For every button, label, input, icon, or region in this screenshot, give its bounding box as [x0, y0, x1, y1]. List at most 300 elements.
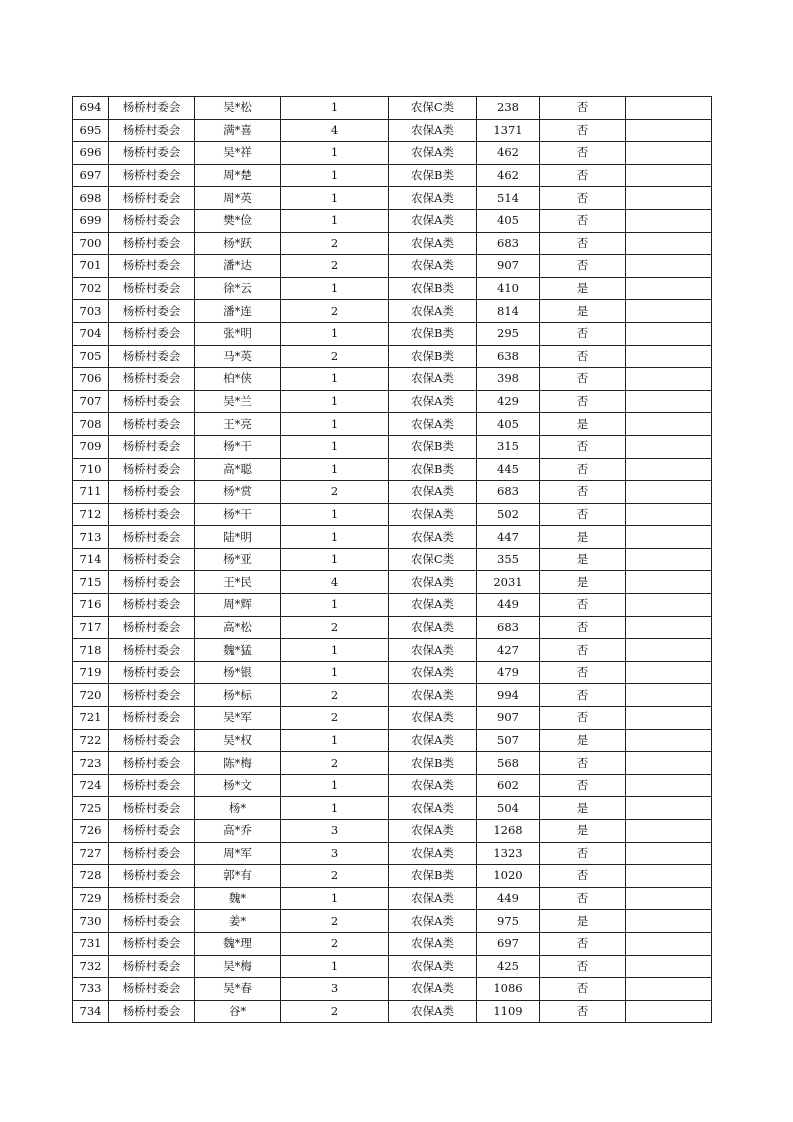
table-row — [73, 752, 712, 775]
flag-cell: 否 — [540, 435, 626, 458]
row-number-cell: 696 — [73, 142, 109, 165]
flag-cell: 否 — [540, 932, 626, 955]
insurance-type-cell: 农保C类 — [389, 548, 477, 571]
flag-cell: 否 — [540, 752, 626, 775]
flag-cell: 否 — [540, 142, 626, 165]
row-number-cell: 697 — [73, 164, 109, 187]
table-row — [73, 97, 712, 120]
household-count-cell: 1 — [281, 322, 389, 345]
note-cell — [626, 322, 712, 345]
insurance-type-cell: 农保A类 — [389, 481, 477, 504]
insurance-type-cell: 农保A类 — [389, 820, 477, 843]
village-cell: 杨桥村委会 — [109, 729, 195, 752]
amount-cell: 238 — [477, 97, 540, 120]
household-count-cell: 1 — [281, 277, 389, 300]
name-cell: 高*松 — [195, 616, 281, 639]
row-number-cell: 727 — [73, 842, 109, 865]
row-number-cell: 724 — [73, 774, 109, 797]
household-count-cell: 1 — [281, 435, 389, 458]
amount-cell: 445 — [477, 458, 540, 481]
row-number-cell: 732 — [73, 955, 109, 978]
name-cell: 满*喜 — [195, 119, 281, 142]
note-cell — [626, 164, 712, 187]
amount-cell: 907 — [477, 707, 540, 730]
village-cell: 杨桥村委会 — [109, 458, 195, 481]
note-cell — [626, 887, 712, 910]
insurance-type-cell: 农保A类 — [389, 368, 477, 391]
amount-cell: 462 — [477, 164, 540, 187]
amount-cell: 683 — [477, 232, 540, 255]
village-cell: 杨桥村委会 — [109, 1000, 195, 1023]
amount-cell: 447 — [477, 526, 540, 549]
table-row — [73, 1000, 712, 1023]
row-number-cell: 733 — [73, 978, 109, 1001]
name-cell: 杨*干 — [195, 503, 281, 526]
table-row — [73, 661, 712, 684]
note-cell — [626, 1000, 712, 1023]
row-number-cell: 730 — [73, 910, 109, 933]
household-count-cell: 4 — [281, 571, 389, 594]
insurance-type-cell: 农保B类 — [389, 164, 477, 187]
village-cell: 杨桥村委会 — [109, 707, 195, 730]
row-number-cell: 721 — [73, 707, 109, 730]
table-row — [73, 164, 712, 187]
table-row — [73, 820, 712, 843]
flag-cell: 否 — [540, 774, 626, 797]
name-cell: 徐*云 — [195, 277, 281, 300]
flag-cell: 否 — [540, 661, 626, 684]
row-number-cell: 722 — [73, 729, 109, 752]
table-row — [73, 458, 712, 481]
amount-cell: 410 — [477, 277, 540, 300]
flag-cell: 是 — [540, 277, 626, 300]
village-cell: 杨桥村委会 — [109, 639, 195, 662]
flag-cell: 否 — [540, 594, 626, 617]
village-cell: 杨桥村委会 — [109, 571, 195, 594]
village-cell: 杨桥村委会 — [109, 774, 195, 797]
flag-cell: 否 — [540, 887, 626, 910]
village-cell: 杨桥村委会 — [109, 390, 195, 413]
amount-cell: 449 — [477, 887, 540, 910]
amount-cell: 907 — [477, 255, 540, 278]
name-cell: 杨*文 — [195, 774, 281, 797]
insurance-type-cell: 农保B类 — [389, 752, 477, 775]
row-number-cell: 704 — [73, 322, 109, 345]
household-count-cell: 1 — [281, 187, 389, 210]
note-cell — [626, 413, 712, 436]
village-cell: 杨桥村委会 — [109, 187, 195, 210]
row-number-cell: 734 — [73, 1000, 109, 1023]
amount-cell: 429 — [477, 390, 540, 413]
insurance-type-cell: 农保A类 — [389, 187, 477, 210]
note-cell — [626, 842, 712, 865]
note-cell — [626, 661, 712, 684]
flag-cell: 否 — [540, 865, 626, 888]
household-count-cell: 1 — [281, 774, 389, 797]
household-count-cell: 2 — [281, 232, 389, 255]
name-cell: 潘*连 — [195, 300, 281, 323]
table-row — [73, 187, 712, 210]
name-cell: 姜* — [195, 910, 281, 933]
flag-cell: 否 — [540, 187, 626, 210]
flag-cell: 否 — [540, 616, 626, 639]
row-number-cell: 728 — [73, 865, 109, 888]
household-count-cell: 2 — [281, 255, 389, 278]
name-cell: 吴*梅 — [195, 955, 281, 978]
flag-cell: 是 — [540, 729, 626, 752]
insurance-type-cell: 农保A类 — [389, 661, 477, 684]
household-count-cell: 1 — [281, 503, 389, 526]
insurance-type-cell: 农保A类 — [389, 887, 477, 910]
name-cell: 周*辉 — [195, 594, 281, 617]
name-cell: 周*军 — [195, 842, 281, 865]
table-row — [73, 616, 712, 639]
row-number-cell: 719 — [73, 661, 109, 684]
household-count-cell: 2 — [281, 684, 389, 707]
flag-cell: 否 — [540, 255, 626, 278]
table-row — [73, 413, 712, 436]
flag-cell: 否 — [540, 481, 626, 504]
row-number-cell: 720 — [73, 684, 109, 707]
village-cell: 杨桥村委会 — [109, 368, 195, 391]
name-cell: 高*乔 — [195, 820, 281, 843]
note-cell — [626, 594, 712, 617]
village-cell: 杨桥村委会 — [109, 887, 195, 910]
village-cell: 杨桥村委会 — [109, 435, 195, 458]
row-number-cell: 712 — [73, 503, 109, 526]
note-cell — [626, 119, 712, 142]
insurance-type-cell: 农保B类 — [389, 865, 477, 888]
flag-cell: 否 — [540, 639, 626, 662]
household-count-cell: 1 — [281, 526, 389, 549]
amount-cell: 2031 — [477, 571, 540, 594]
flag-cell: 否 — [540, 684, 626, 707]
row-number-cell: 702 — [73, 277, 109, 300]
household-count-cell: 1 — [281, 142, 389, 165]
table-row — [73, 119, 712, 142]
amount-cell: 602 — [477, 774, 540, 797]
table-row — [73, 481, 712, 504]
insurance-type-cell: 农保B类 — [389, 458, 477, 481]
name-cell: 杨*银 — [195, 661, 281, 684]
row-number-cell: 700 — [73, 232, 109, 255]
amount-cell: 683 — [477, 616, 540, 639]
note-cell — [626, 910, 712, 933]
village-cell: 杨桥村委会 — [109, 616, 195, 639]
name-cell: 魏*理 — [195, 932, 281, 955]
name-cell: 王*民 — [195, 571, 281, 594]
amount-cell: 697 — [477, 932, 540, 955]
flag-cell: 否 — [540, 232, 626, 255]
flag-cell: 否 — [540, 390, 626, 413]
name-cell: 吴*春 — [195, 978, 281, 1001]
flag-cell: 是 — [540, 526, 626, 549]
insurance-type-cell: 农保A类 — [389, 684, 477, 707]
flag-cell: 否 — [540, 1000, 626, 1023]
row-number-cell: 698 — [73, 187, 109, 210]
row-number-cell: 695 — [73, 119, 109, 142]
row-number-cell: 731 — [73, 932, 109, 955]
household-count-cell: 3 — [281, 842, 389, 865]
note-cell — [626, 97, 712, 120]
name-cell: 柏*侠 — [195, 368, 281, 391]
amount-cell: 814 — [477, 300, 540, 323]
village-cell: 杨桥村委会 — [109, 300, 195, 323]
table-row — [73, 526, 712, 549]
name-cell: 郭*有 — [195, 865, 281, 888]
table-row — [73, 978, 712, 1001]
table-row — [73, 277, 712, 300]
note-cell — [626, 684, 712, 707]
household-count-cell: 2 — [281, 707, 389, 730]
amount-cell: 355 — [477, 548, 540, 571]
village-cell: 杨桥村委会 — [109, 797, 195, 820]
note-cell — [626, 729, 712, 752]
amount-cell: 295 — [477, 322, 540, 345]
table-row — [73, 142, 712, 165]
note-cell — [626, 345, 712, 368]
household-count-cell: 1 — [281, 639, 389, 662]
insurance-type-cell: 农保A类 — [389, 503, 477, 526]
flag-cell: 否 — [540, 368, 626, 391]
household-count-cell: 3 — [281, 820, 389, 843]
village-cell: 杨桥村委会 — [109, 684, 195, 707]
note-cell — [626, 187, 712, 210]
note-cell — [626, 797, 712, 820]
insurance-type-cell: 农保A类 — [389, 232, 477, 255]
name-cell: 杨* — [195, 797, 281, 820]
village-cell: 杨桥村委会 — [109, 142, 195, 165]
amount-cell: 1268 — [477, 820, 540, 843]
insurance-type-cell: 农保A类 — [389, 1000, 477, 1023]
note-cell — [626, 481, 712, 504]
insurance-type-cell: 农保A类 — [389, 300, 477, 323]
name-cell: 杨*跃 — [195, 232, 281, 255]
flag-cell: 否 — [540, 842, 626, 865]
table-row — [73, 594, 712, 617]
flag-cell: 否 — [540, 164, 626, 187]
amount-cell: 1323 — [477, 842, 540, 865]
name-cell: 吴*权 — [195, 729, 281, 752]
household-count-cell: 2 — [281, 910, 389, 933]
amount-cell: 1020 — [477, 865, 540, 888]
name-cell: 杨*干 — [195, 435, 281, 458]
village-cell: 杨桥村委会 — [109, 345, 195, 368]
insurance-type-cell: 农保B类 — [389, 345, 477, 368]
note-cell — [626, 368, 712, 391]
flag-cell: 否 — [540, 707, 626, 730]
insurance-type-cell: 农保A类 — [389, 955, 477, 978]
amount-cell: 507 — [477, 729, 540, 752]
household-count-cell: 1 — [281, 729, 389, 752]
note-cell — [626, 277, 712, 300]
flag-cell: 是 — [540, 548, 626, 571]
table-row — [73, 707, 712, 730]
name-cell: 吴*祥 — [195, 142, 281, 165]
insurance-type-cell: 农保A类 — [389, 616, 477, 639]
household-count-cell: 2 — [281, 616, 389, 639]
name-cell: 吴*兰 — [195, 390, 281, 413]
name-cell: 杨*亚 — [195, 548, 281, 571]
village-cell: 杨桥村委会 — [109, 97, 195, 120]
row-number-cell: 707 — [73, 390, 109, 413]
village-cell: 杨桥村委会 — [109, 481, 195, 504]
flag-cell: 是 — [540, 300, 626, 323]
amount-cell: 1086 — [477, 978, 540, 1001]
note-cell — [626, 548, 712, 571]
household-count-cell: 2 — [281, 300, 389, 323]
note-cell — [626, 142, 712, 165]
amount-cell: 427 — [477, 639, 540, 662]
row-number-cell: 723 — [73, 752, 109, 775]
insurance-type-cell: 农保A类 — [389, 142, 477, 165]
amount-cell: 568 — [477, 752, 540, 775]
household-count-cell: 1 — [281, 797, 389, 820]
insurance-type-cell: 农保A类 — [389, 774, 477, 797]
household-count-cell: 2 — [281, 865, 389, 888]
note-cell — [626, 978, 712, 1001]
row-number-cell: 711 — [73, 481, 109, 504]
insurance-type-cell: 农保A类 — [389, 594, 477, 617]
row-number-cell: 715 — [73, 571, 109, 594]
note-cell — [626, 209, 712, 232]
village-cell: 杨桥村委会 — [109, 503, 195, 526]
name-cell: 杨*赏 — [195, 481, 281, 504]
note-cell — [626, 955, 712, 978]
household-count-cell: 2 — [281, 752, 389, 775]
flag-cell: 否 — [540, 503, 626, 526]
table-row — [73, 255, 712, 278]
household-count-cell: 1 — [281, 209, 389, 232]
flag-cell: 否 — [540, 458, 626, 481]
flag-cell: 否 — [540, 97, 626, 120]
insurance-type-cell: 农保A类 — [389, 526, 477, 549]
row-number-cell: 714 — [73, 548, 109, 571]
village-cell: 杨桥村委会 — [109, 322, 195, 345]
household-count-cell: 1 — [281, 413, 389, 436]
row-number-cell: 705 — [73, 345, 109, 368]
household-count-cell: 1 — [281, 368, 389, 391]
amount-cell: 975 — [477, 910, 540, 933]
amount-cell: 449 — [477, 594, 540, 617]
village-cell: 杨桥村委会 — [109, 842, 195, 865]
household-count-cell: 3 — [281, 978, 389, 1001]
flag-cell: 是 — [540, 797, 626, 820]
amount-cell: 1109 — [477, 1000, 540, 1023]
table-row — [73, 774, 712, 797]
table-row — [73, 910, 712, 933]
note-cell — [626, 232, 712, 255]
name-cell: 陆*明 — [195, 526, 281, 549]
village-cell: 杨桥村委会 — [109, 865, 195, 888]
table-row — [73, 887, 712, 910]
table-row — [73, 503, 712, 526]
table-row — [73, 932, 712, 955]
household-count-cell: 1 — [281, 661, 389, 684]
row-number-cell: 726 — [73, 820, 109, 843]
village-cell: 杨桥村委会 — [109, 526, 195, 549]
row-number-cell: 729 — [73, 887, 109, 910]
amount-cell: 994 — [477, 684, 540, 707]
flag-cell: 是 — [540, 820, 626, 843]
name-cell: 周*英 — [195, 187, 281, 210]
note-cell — [626, 458, 712, 481]
name-cell: 王*亮 — [195, 413, 281, 436]
note-cell — [626, 820, 712, 843]
row-number-cell: 708 — [73, 413, 109, 436]
household-count-cell: 1 — [281, 458, 389, 481]
note-cell — [626, 255, 712, 278]
data-table — [72, 96, 712, 1023]
amount-cell: 405 — [477, 209, 540, 232]
household-count-cell: 1 — [281, 164, 389, 187]
village-cell: 杨桥村委会 — [109, 820, 195, 843]
note-cell — [626, 639, 712, 662]
note-cell — [626, 300, 712, 323]
amount-cell: 479 — [477, 661, 540, 684]
household-count-cell: 1 — [281, 548, 389, 571]
note-cell — [626, 616, 712, 639]
amount-cell: 514 — [477, 187, 540, 210]
amount-cell: 425 — [477, 955, 540, 978]
village-cell: 杨桥村委会 — [109, 661, 195, 684]
household-count-cell: 1 — [281, 97, 389, 120]
table-row — [73, 209, 712, 232]
table-row — [73, 684, 712, 707]
flag-cell: 否 — [540, 322, 626, 345]
table-row — [73, 345, 712, 368]
insurance-type-cell: 农保A类 — [389, 978, 477, 1001]
amount-cell: 504 — [477, 797, 540, 820]
insurance-type-cell: 农保C类 — [389, 97, 477, 120]
insurance-type-cell: 农保A类 — [389, 797, 477, 820]
village-cell: 杨桥村委会 — [109, 277, 195, 300]
table-body — [73, 97, 712, 1023]
name-cell: 吴*松 — [195, 97, 281, 120]
name-cell: 潘*达 — [195, 255, 281, 278]
insurance-type-cell: 农保A类 — [389, 707, 477, 730]
row-number-cell: 694 — [73, 97, 109, 120]
village-cell: 杨桥村委会 — [109, 594, 195, 617]
insurance-type-cell: 农保A类 — [389, 932, 477, 955]
table-row — [73, 797, 712, 820]
insurance-type-cell: 农保A类 — [389, 842, 477, 865]
note-cell — [626, 526, 712, 549]
insurance-type-cell: 农保A类 — [389, 571, 477, 594]
name-cell: 马*英 — [195, 345, 281, 368]
amount-cell: 462 — [477, 142, 540, 165]
insurance-type-cell: 农保A类 — [389, 729, 477, 752]
flag-cell: 否 — [540, 345, 626, 368]
table-row — [73, 729, 712, 752]
insurance-type-cell: 农保A类 — [389, 209, 477, 232]
insurance-type-cell: 农保A类 — [389, 255, 477, 278]
table-row — [73, 435, 712, 458]
household-count-cell: 2 — [281, 932, 389, 955]
flag-cell: 否 — [540, 119, 626, 142]
insurance-type-cell: 农保A类 — [389, 390, 477, 413]
row-number-cell: 717 — [73, 616, 109, 639]
table-row — [73, 865, 712, 888]
amount-cell: 1371 — [477, 119, 540, 142]
amount-cell: 398 — [477, 368, 540, 391]
row-number-cell: 725 — [73, 797, 109, 820]
flag-cell: 是 — [540, 910, 626, 933]
insurance-type-cell: 农保A类 — [389, 910, 477, 933]
note-cell — [626, 774, 712, 797]
row-number-cell: 699 — [73, 209, 109, 232]
amount-cell: 315 — [477, 435, 540, 458]
